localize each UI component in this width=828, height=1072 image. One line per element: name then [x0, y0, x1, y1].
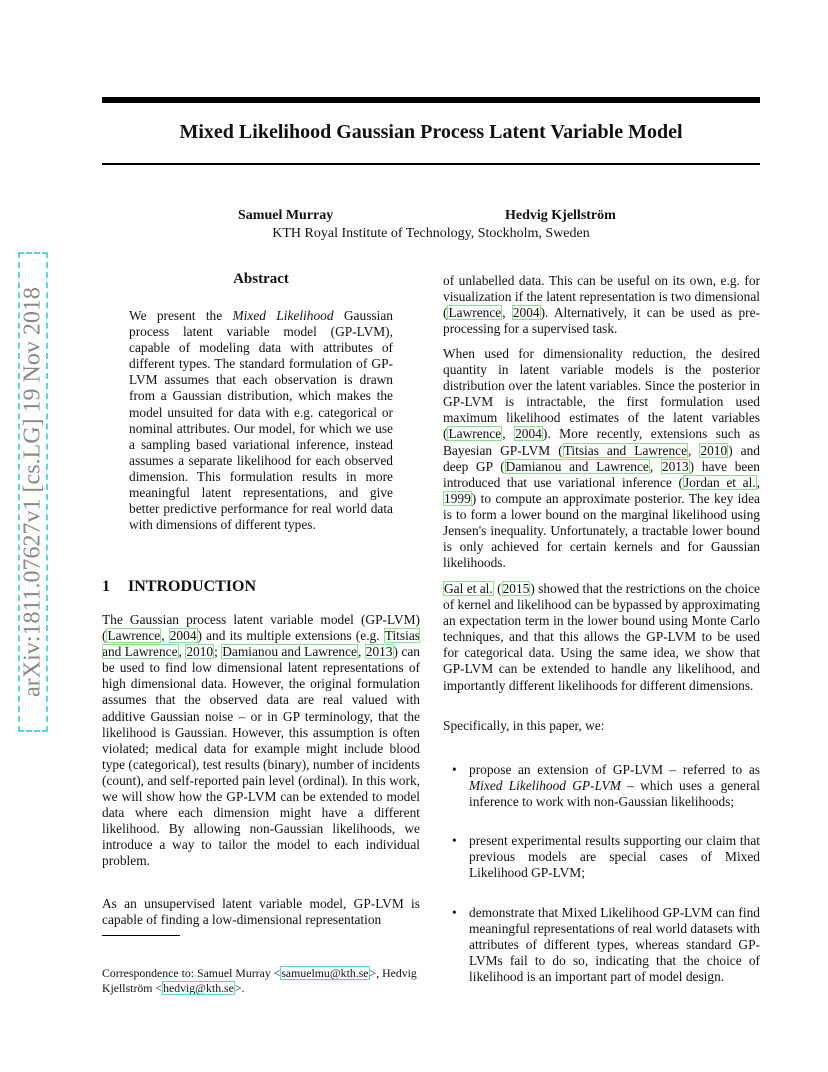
author-affiliation: KTH Royal Institute of Technology, Stockholm, Sweden [272, 226, 590, 241]
citation-link[interactable]: 2010 [186, 644, 214, 660]
citation-link[interactable]: 2013 [365, 644, 393, 660]
abstract-body: We present the Mixed Likelihood Gaussian process latent variable model (GP-LVM), capable of modeling data with attributes of different types. The standard formulation of GP-LVM assumes that each observation is drawn from a Gaussian distribution, which makes the model unsuited for data with e.g. categorical or nominal attributes. Our model, for which we use a sampling based variational inference, instead assumes a separate likelihood for each observed dimension. This formulation results in more meaningful latent representations, and give better predictive performance for real world data with dimensions of different types. [129, 308, 393, 533]
bullet-icon: • [452, 833, 457, 848]
abstract-heading: Abstract [233, 271, 289, 287]
arxiv-sidebar-stamp[interactable] [18, 252, 48, 732]
citation-link[interactable]: Damianou and Lawrence [222, 644, 357, 660]
emphasis: Mixed Likelihood GP-LVM [469, 778, 621, 794]
intro-paragraph: As an unsupervised latent variable model, GP-LVM is capable of finding a low-dimensional representation [102, 896, 420, 928]
bullet-icon: • [452, 905, 457, 920]
citation-link[interactable]: Damianou and Lawrence [505, 458, 649, 474]
citation-link[interactable]: Titsias and Lawrence [102, 628, 420, 660]
body-paragraph: When used for dimensionality reduction, the desired quantity in latent variable models is the posterior distribution over the latent variables. Since the posterior in GP-LVM is intractable, the first formulation used maximum likelihood estimates of the latent variables (Lawrence, 2004). More recently, extensions such as Bayesian GP-LVM (Titsias and Lawrence, 2010) and deep GP (Damianou and Lawrence, 2013) have been introduced that use variational inference (Jordan et al., 1999) to compute an approximate posterior. The key idea is to form a lower bound on the marginal likelihood using Jensen's inequality. Unfortunately, a tractable lower bound is only achieved for certain kernels and for Gaussian likelihoods. [443, 346, 761, 571]
email-link[interactable]: hedvig@kth.se [163, 981, 234, 995]
emphasis: Mixed Likelihood [232, 308, 334, 323]
citation-link[interactable]: Jordan et al. [683, 474, 756, 490]
section-heading [102, 578, 256, 596]
section-number: 1 [102, 578, 110, 595]
citation-link[interactable]: 2010 [700, 442, 728, 458]
citation-link[interactable]: Titsias and Lawrence [563, 442, 688, 458]
paper-title: Mixed Likelihood Gaussian Process Latent Variable Model [179, 121, 683, 143]
citation-link[interactable]: 2015 [502, 581, 530, 596]
body-paragraph: Specifically, in this paper, we: [443, 718, 605, 733]
citation-link[interactable]: 2004 [169, 628, 197, 644]
body-paragraph: Gal et al. (2015) showed that the restrictions on the choice of kernel and likelihood can be bypassed by approximating an expectation term in the lower bound using Monte Carlo techniques, and that this allows the GP-LVM to be used for categorical data. Using the same idea, we show that GP-LVM can be extended to handle any likelihood, and importantly different likelihoods for different dimensions. [443, 581, 760, 693]
author-name: Samuel Murray [238, 208, 334, 223]
intro-paragraph: The Gaussian process latent variable model (GP-LVM) (Lawrence, 2004) and its multiple extensions (e.g. Titsias and Lawrence, 2010; Damianou and Lawrence, 2013) can be used to find low dimensional latent representations of high dimensional data. However, the original formulation assumes that the observed data are real valued with additive Gaussian noise – or in GP terminology, that the likelihood is Gaussian. However, this assumption is often violated; medical data for example might include blood type (categorical), test results (binary), number of incidents (count), and self-reported pain level (ordinal). In this work, we will show how the GP-LVM can be extended to model data where each dimension might have a different likelihood. By allowing non-Gaussian likelihoods, we introduce a way to tailor the model to each individual problem. [102, 612, 420, 869]
citation-link[interactable]: 2004 [515, 426, 542, 442]
footnote-rule [102, 935, 180, 936]
citation-link[interactable]: Lawrence [448, 305, 502, 321]
email-link[interactable]: samuelmu@kth.se [281, 966, 369, 980]
arxiv-identifier: arXiv:1811.07627v1 [cs.LG] 19 Nov 2018 [19, 287, 46, 697]
bullet-icon: • [452, 762, 457, 777]
body-paragraph: of unlabelled data. This can be useful on its own, e.g. for visualization if the latent representation is two dimensional (Lawrence, 2004). Alternatively, it can be used as pre-processing for a supervised task. [443, 273, 761, 337]
section-title: INTRODUCTION [128, 578, 257, 595]
citation-link[interactable]: Gal et al. [444, 581, 493, 596]
author-name: Hedvig Kjellström [505, 208, 616, 223]
citation-link[interactable]: Lawrence [448, 426, 502, 442]
correspondence-footnote: Correspondence to: Samuel Murray <samuelmu@kth.se>, Hedvig Kjellström <hedvig@kth.se>. [102, 966, 417, 995]
title-rule-bottom [102, 163, 760, 165]
citation-link[interactable]: 2013 [661, 458, 689, 474]
title-rule-top [102, 97, 760, 103]
citation-link[interactable]: 2004 [512, 305, 540, 321]
citation-link[interactable]: 1999 [444, 490, 471, 506]
citation-link[interactable]: Lawrence [107, 628, 161, 644]
